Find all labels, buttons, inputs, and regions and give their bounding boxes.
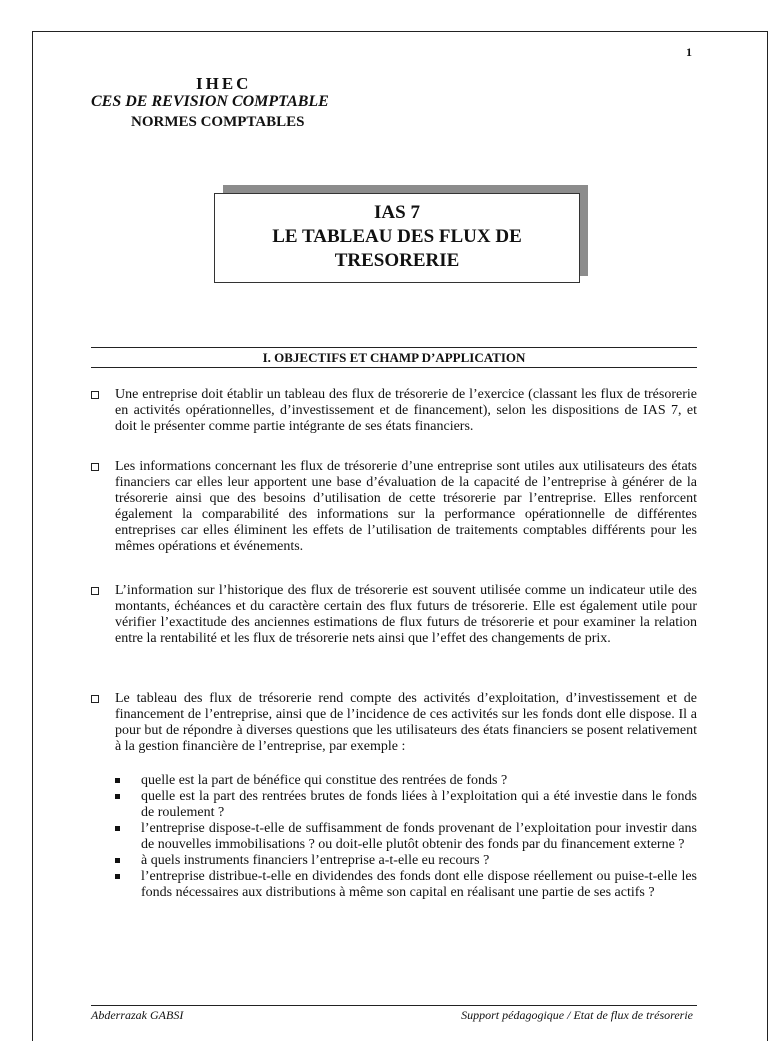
bullet-icon (115, 794, 120, 799)
section-heading: I. OBJECTIFS ET CHAMP D’APPLICATION (91, 347, 697, 368)
paragraph-text: L’information sur l’historique des flux de trésorerie est souvent utilisée comme un indicateur utile des montants, échéances et du caractère certain des flux futurs de trésorerie. Elle est également utile pour vérifier l’exactitude des anciennes estimations de flux futurs de trésorerie et pour examiner la relation entre la rentabilité et les flux de trésorerie nets ainsi que l’effet des changements de prix. (115, 583, 697, 646)
footer-author: Abderrazak GABSI (91, 1008, 184, 1022)
paragraph-3 (91, 583, 697, 647)
list-item-text: quelle est la part de bénéfice qui constitue des rentrées de fonds ? (141, 773, 508, 788)
title-box (214, 193, 580, 283)
paragraph-1 (91, 387, 697, 435)
list-item (115, 853, 697, 869)
list-item-text: à quels instruments financiers l’entreprise a-t-elle eu recours ? (141, 853, 490, 868)
paragraph-text: Une entreprise doit établir un tableau des flux de trésorerie de l’exercice (classant les flux de trésorerie en activités opérationnelles, d’investissement et de financement), selon les dispositions de IAS 7, et doit le présenter comme partie intégrante de ses états financiers. (115, 387, 697, 434)
title-line-2: LE TABLEAU DES FLUX DE (272, 226, 522, 247)
institution-name: IHEC (196, 74, 252, 93)
paragraph-2 (91, 459, 697, 555)
bullet-icon (115, 858, 120, 863)
list-item-text: quelle est la part des rentrées brutes de fonds liées à l’exploitation qui a été investie dans le fonds de roulement ? (141, 789, 697, 820)
list-item-text: l’entreprise distribue-t-elle en dividendes des fonds dont elle dispose réellement ou puise-t-elle les fonds nécessaires aux distributions à même son capital en réalisant une partie de ses actifs ? (141, 869, 697, 900)
title-line-1: IAS 7 (374, 202, 420, 223)
page-number: 1 (686, 45, 692, 59)
square-bullet-icon (91, 463, 99, 471)
paragraph-text: Le tableau des flux de trésorerie rend compte des activités d’exploitation, d’investissement et de financement de l’entreprise, ainsi que de l’incidence de ces activités sur les fonds dont elle dispose. Il a pour but de répondre à diverses questions que les utilisateurs des états financiers se posent relativement à la gestion financière de l’entreprise, par exemple : (115, 691, 697, 754)
question-list (115, 773, 697, 901)
list-item-text: l’entreprise dispose-t-elle de suffisamment de fonds provenant de l’exploitation pour investir dans de nouvelles immobilisations ? ou doit-elle plutôt obtenir des fonds par du financement externe ? (141, 821, 697, 852)
bullet-icon (115, 778, 120, 783)
course-name: CES DE REVISION COMPTABLE (91, 93, 329, 110)
bullet-icon (115, 874, 120, 879)
square-bullet-icon (91, 695, 99, 703)
list-item (115, 821, 697, 853)
list-item (115, 789, 697, 821)
paragraph-4 (91, 691, 697, 755)
square-bullet-icon (91, 587, 99, 595)
footer-note: Support pédagogique / Etat de flux de trésorerie (461, 1008, 693, 1022)
footer-divider (91, 1005, 697, 1006)
bullet-icon (115, 826, 120, 831)
square-bullet-icon (91, 391, 99, 399)
paragraph-text: Les informations concernant les flux de trésorerie d’une entreprise sont utiles aux utilisateurs des états financiers car elles leur apportent une base d’évaluation de la capacité de l’entreprise à générer de la trésorerie ainsi que des besoins d’utilisation de cette trésorerie par l’entreprise. Elles renforcent également la comparabilité des informations sur la performance opérationnelle de différentes entreprises car elles éliminent les effets de l’utilisation de traitements comptables différents pour les mêmes opérations et événements. (115, 459, 697, 554)
list-item (115, 773, 697, 789)
list-item (115, 869, 697, 901)
subject-name: NORMES COMPTABLES (131, 114, 305, 130)
title-line-3: TRESORERIE (334, 250, 460, 271)
